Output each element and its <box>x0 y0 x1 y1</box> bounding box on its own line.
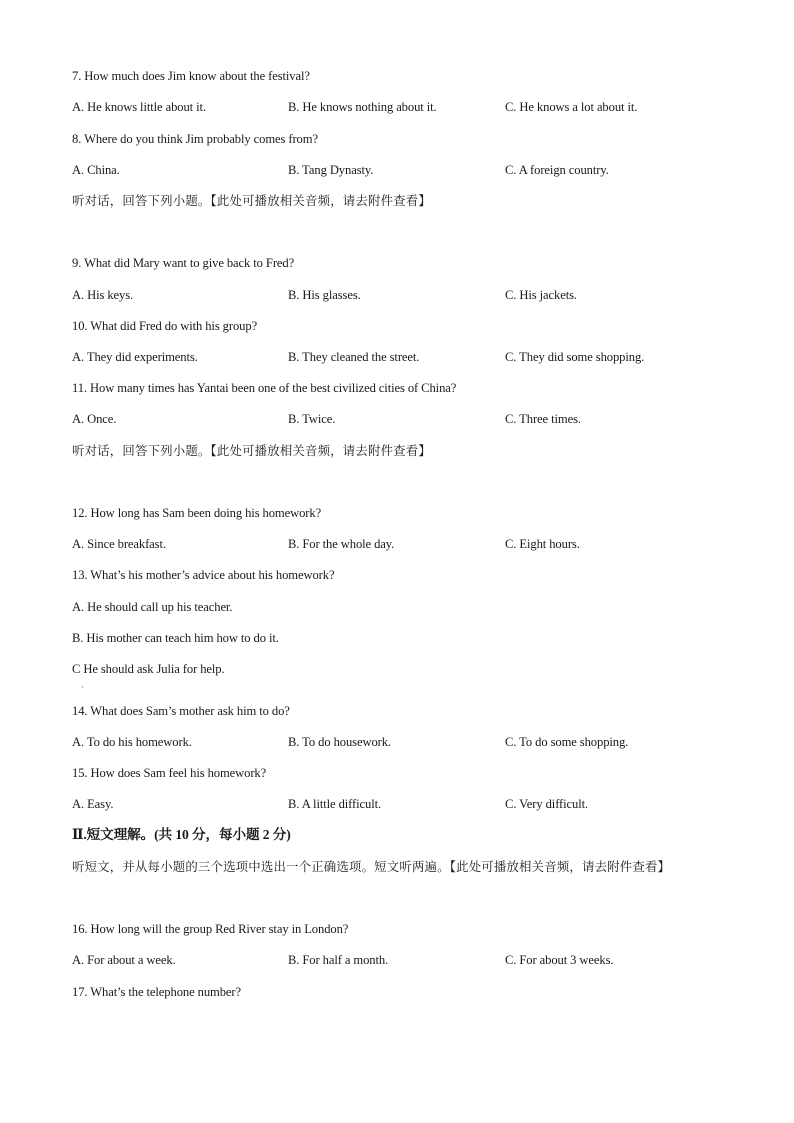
option-c: C. His jackets. <box>505 288 577 302</box>
option-c: C. A foreign country. <box>505 163 609 177</box>
option-b: B. His mother can teach him how to do it. <box>72 631 279 645</box>
options-16 <box>72 952 722 968</box>
options-8 <box>72 162 722 178</box>
question-7: 7. How much does Jim know about the festival? <box>72 69 310 83</box>
option-a: A. For about a week. <box>72 953 176 967</box>
option-b: B. Twice. <box>288 412 336 426</box>
option-c: C. To do some shopping. <box>505 735 629 749</box>
dialogue-instruction: 听对话，回答下列小题。【此处可播放相关音频，请去附件查看】 <box>72 193 431 208</box>
option-c: C. They did some shopping. <box>505 350 645 364</box>
option-a: A. Once. <box>72 412 117 426</box>
option-c: C. Very difficult. <box>505 797 589 811</box>
option-a: A. Easy. <box>72 797 114 811</box>
question-16: 16. How long will the group Red River stay in London? <box>72 922 349 936</box>
option-c: C. For about 3 weeks. <box>505 953 614 967</box>
question-17: 17. What’s the telephone number? <box>72 985 241 999</box>
stray-mark: · <box>81 683 84 692</box>
option-c: C. He knows a lot about it. <box>505 100 638 114</box>
option-a: A. To do his homework. <box>72 735 192 749</box>
option-a: A. China. <box>72 163 120 177</box>
option-c: C. Eight hours. <box>505 537 580 551</box>
options-10 <box>72 349 722 365</box>
option-b: B. He knows nothing about it. <box>288 100 437 114</box>
option-b: B. A little difficult. <box>288 797 382 811</box>
question-11: 11. How many times has Yantai been one of the best civilized cities of China? <box>72 381 457 395</box>
options-15 <box>72 796 722 812</box>
question-13: 13. What’s his mother’s advice about his homework? <box>72 568 335 582</box>
options-14 <box>72 734 722 750</box>
question-9: 9. What did Mary want to give back to Fred? <box>72 256 295 270</box>
options-12 <box>72 536 722 552</box>
option-b: B. They cleaned the street. <box>288 350 420 364</box>
question-8: 8. Where do you think Jim probably comes from? <box>72 132 318 146</box>
question-14: 14. What does Sam’s mother ask him to do? <box>72 704 290 718</box>
option-c: C He should ask Julia for help. <box>72 662 225 676</box>
dialogue-instruction: 听对话，回答下列小题。【此处可播放相关音频，请去附件查看】 <box>72 443 431 458</box>
option-a: A. He should call up his teacher. <box>72 600 233 614</box>
question-10: 10. What did Fred do with his group? <box>72 319 258 333</box>
section-2-title: Ⅱ.短文理解。(共 10 分，每小题 2 分) <box>72 827 291 842</box>
option-a: A. Since breakfast. <box>72 537 166 551</box>
option-b: B. Tang Dynasty. <box>288 163 374 177</box>
question-12: 12. How long has Sam been doing his homework? <box>72 506 322 520</box>
option-c: C. Three times. <box>505 412 581 426</box>
option-b: B. For half a month. <box>288 953 389 967</box>
option-b: B. To do housework. <box>288 735 391 749</box>
question-15: 15. How does Sam feel his homework? <box>72 766 267 780</box>
options-7 <box>72 99 722 115</box>
options-9 <box>72 287 722 303</box>
option-a: A. They did experiments. <box>72 350 198 364</box>
option-b: B. For the whole day. <box>288 537 395 551</box>
option-a: A. His keys. <box>72 288 134 302</box>
option-b: B. His glasses. <box>288 288 361 302</box>
options-11 <box>72 411 722 427</box>
option-a: A. He knows little about it. <box>72 100 206 114</box>
passage-instruction: 听短文，并从每小题的三个选项中选出一个正确选项。短文听两遍。【此处可播放相关音频，请去附件查看】 <box>72 859 671 874</box>
